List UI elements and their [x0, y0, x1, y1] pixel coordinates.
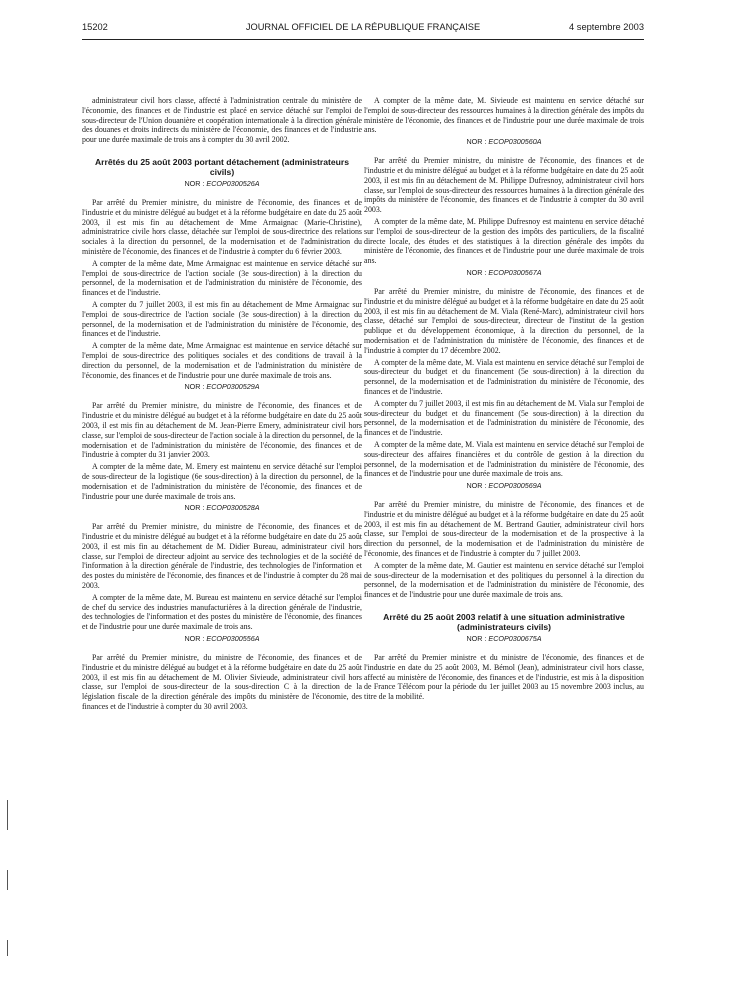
decree-paragraph: Par arrêté du Premier ministre, du ministre de l'économie, des finances et de l'industrie et du ministre délégué au budget et à la réforme budgétaire en date du 25 août 2003, il est mis fin au détachement de M. Didier Bureau, administrateur civil hors classe, sur l'emploi de directeur adjoint au service des technologies et de la société de l'information à la direction générale de l'industrie, des technologies de l'information et des postes du ministère de l'économie, des finances et de l'industrie à compter du 28 mai 2003.: [82, 522, 362, 591]
decree-paragraph: A compter de la même date, Mme Armaignac est maintenue en service détaché sur l'emploi de sous-directrice des politiques sociales et des conditions de travail à la direction du personnel, de la modernisation et de l'administration du ministère de l'économie, des finances et de l'industrie pour une durée maximale de trois ans.: [82, 341, 362, 380]
nor-code: ECOP0300528A: [206, 503, 260, 513]
nor-code: ECOP0300526A: [206, 178, 260, 188]
nor-reference: [364, 137, 644, 146]
decree-paragraph: Par arrêté du Premier ministre, du ministre de l'économie, des finances et de l'industrie et du ministre délégué au budget et à la réforme budgétaire en date du 25 août 2003, il est mis fin au détachement de M. Jean-Pierre Emery, administrateur civil hors classe, sur l'emploi de sous-directeur de l'action sociale à la direction du personnel, de la modernisation et de l'administration du ministère de l'économie, des finances et de l'industrie à compter du 31 janvier 2003.: [82, 401, 362, 460]
decree-paragraph: A compter du 7 juillet 2003, il est mis fin au détachement de M. Viala sur l'emploi de sous-directeur du budget et du financement (5e sous-direction) à la direction du personnel, de la modernisation et de l'administration du ministère de l'économie, des finances et de l'industrie.: [364, 398, 644, 438]
decree-paragraph: administrateur civil hors classe, affecté à l'administration centrale du ministère de l'économie, des finances et de l'industrie est placé en service détaché sur l'emploi de sous-directeur de l'Union douanière et coopération internationale à la direction générale des douanes et droits indirects du ministère de l'économie, des finances et de l'industrie pour une durée maximale de trois ans à compter du 30 avril 2002.: [82, 96, 362, 145]
nor-label: NOR :: [466, 634, 487, 644]
decree-paragraph: Par arrêté du Premier ministre, du ministre de l'économie, des finances et de l'industrie et du ministre délégué au budget et à la réforme budgétaire en date du 25 août 2003, il est mis fin au détachement de M. Bertrand Gautier, administrateur civil hors classe, sur l'emploi de sous-directeur de la modernisation et de la prospective à la direction du personnel, de la modernisation et de l'administration du ministère de l'économie, des finances et de l'industrie à compter du 7 juillet 2003.: [364, 500, 644, 559]
nor-code: ECOP0300675A: [488, 634, 542, 644]
margin-mark: [7, 870, 8, 890]
decree-paragraph: A compter de la même date, M. Philippe Dufresnoy est maintenu en service détaché sur l'emploi de sous-directeur de la gestion des impôts des particuliers, de la fiscalité directe locale, des études et des statistiques à la direction générale des impôts du ministère de l'économie, des finances et de l'industrie pour une durée maximale de trois ans.: [364, 216, 644, 266]
decree-title: Arrêté du 25 août 2003 relatif à une situation administrative (administrateurs civils): [383, 612, 625, 633]
nor-reference: [82, 503, 362, 512]
decree-title: Arrêtés du 25 août 2003 portant détachement (administrateurs civils): [94, 156, 350, 177]
nor-code: ECOP0300567A: [488, 267, 542, 277]
nor-label: NOR :: [184, 382, 205, 392]
decree-paragraph: Par arrêté du Premier ministre, du ministre de l'économie, des finances et de l'industrie et du ministre délégué au budget et à la réforme budgétaire en date du 25 août 2003, il est mis fin au détachement de M. Olivier Sivieude, administrateur civil hors classe, sur l'emploi de sous-directeur de la sous-direction C à la direction de la législation fiscale de la direction générale des impôts du ministère de l'économie, des finances et de l'industrie à compter du 30 avril 2003.: [82, 653, 362, 712]
header-rule: [82, 39, 644, 40]
nor-label: NOR :: [466, 481, 487, 491]
decree-paragraph: A compter du 7 juillet 2003, il est mis fin au détachement de Mme Armaignac sur l'emploi de sous-directrice de l'action sociale (3e sous-direction) à la direction du personnel, de la modernisation et de l'administration du ministère de l'économie, des finances et de l'industrie.: [82, 299, 362, 339]
decree-paragraph: Par arrêté du Premier ministre, du ministre de l'économie, des finances et de l'industrie et du ministre délégué au budget et à la réforme budgétaire en date du 25 août 2003, il est mis fin au détachement de Mme Armaignac (Marie-Christine), administratrice civile hors classe, détachée sur l'emploi de sous-directrice des relations sociales à la direction du personnel, de la modernisation et de l'administration du ministère de l'économie, des finances et de l'industrie à compter du 6 février 2003.: [82, 197, 362, 256]
decree-paragraph: A compter de la même date, M. Gautier est maintenu en service détaché sur l'emploi de sous-directeur de la modernisation et des politiques du personnel à la direction du personnel, de la modernisation et de l'administration du ministère de l'économie, des finances et de l'industrie pour une durée maximale de trois ans.: [364, 560, 644, 600]
decree-paragraph: A compter de la même date, M. Viala est maintenu en service détaché sur l'emploi de sous-directeur des affaires financières et du contrôle de gestion à la direction du personnel, de la modernisation et de l'administration du ministère de l'économie, des finances et de l'industrie pour une durée maximale de trois ans.: [364, 439, 644, 479]
nor-code: ECOP0300560A: [488, 137, 542, 147]
nor-reference: [364, 634, 644, 643]
nor-label: NOR :: [184, 503, 205, 513]
nor-label: NOR :: [466, 267, 487, 277]
publication-date: 4 septembre 2003: [569, 22, 644, 32]
page-number: 15202: [82, 22, 108, 32]
decree-paragraph: Par arrêté du Premier ministre, du ministre de l'économie, des finances et de l'industrie et du ministre délégué au budget et à la réforme budgétaire en date du 25 août 2003, il est mis fin au détachement de M. Viala (René-Marc), administrateur civil hors classe, détaché sur l'emploi de sous-directeur, directeur de l'institut de la gestion publique et du développement économique, à la direction du personnel, de la modernisation et de l'administration du ministère de l'économie, des finances et de l'industrie à compter du 17 décembre 2002.: [364, 286, 644, 355]
decree-paragraph: A compter de la même date, Mme Armaignac est maintenue en service détaché sur l'emploi de sous-directrice de l'action sociale (3e sous-direction) à la direction du personnel, de la modernisation et de l'administration du ministère de l'économie, des finances et de l'industrie.: [82, 258, 362, 298]
decree-paragraph: A compter de la même date, M. Bureau est maintenu en service détaché sur l'emploi de chef du service des industries manufacturières à la direction générale de l'industrie, des technologies de l'information et des postes du ministère de l'économie, des finances et de l'industrie pour une durée maximale de trois ans.: [82, 592, 362, 632]
margin-mark: [7, 800, 8, 830]
nor-reference: [364, 268, 644, 277]
nor-reference: [82, 634, 362, 643]
nor-reference: [364, 481, 644, 490]
nor-reference: [82, 179, 362, 188]
journal-title: JOURNAL OFFICIEL DE LA RÉPUBLIQUE FRANÇAISE: [245, 22, 481, 32]
nor-reference: [82, 382, 362, 391]
nor-code: ECOP0300569A: [488, 481, 542, 491]
decree-paragraph: Par arrêté du Premier ministre, du ministre de l'économie, des finances et de l'industrie et du ministre délégué au budget et à la réforme budgétaire en date du 25 août 2003, il est mis fin au détachement de M. Philippe Dufresnoy, administrateur civil hors classe, sur l'emploi de sous-directeur des ressources humaines à la direction générale des impôts du ministère de l'économie, des finances et de l'industrie à compter du 30 avril 2003.: [364, 156, 644, 215]
decree-paragraph: A compter de la même date, M. Emery est maintenu en service détaché sur l'emploi de sous-directeur de la logistique (6e sous-direction) à la direction du personnel, de la modernisation et de l'administration du ministère de l'économie, des finances et de l'industrie pour une durée maximale de trois ans.: [82, 462, 362, 501]
nor-code: ECOP0300529A: [206, 382, 260, 392]
decree-paragraph: A compter de la même date, M. Viala est maintenu en service détaché sur l'emploi de sous-directeur du budget et du financement (5e sous-direction) à la direction du personnel, de la modernisation et de l'administration du ministère de l'économie, des finances et de l'industrie.: [364, 357, 644, 396]
page-header: [82, 22, 644, 36]
margin-mark: [7, 940, 8, 956]
nor-label: NOR :: [184, 634, 205, 644]
nor-label: NOR :: [184, 178, 205, 188]
right-column: [364, 96, 644, 704]
nor-code: ECOP0300556A: [206, 634, 260, 644]
decree-paragraph: A compter de la même date, M. Sivieude est maintenu en service détaché sur l'emploi de sous-directeur des ressources humaines à la direction générale des impôts du ministère de l'économie, des finances et de l'industrie pour une durée maximale de trois ans.: [364, 96, 644, 135]
left-column: [82, 96, 362, 714]
decree-paragraph: Par arrêté du Premier ministre et du ministre de l'économie, des finances et de l'industrie en date du 25 août 2003, M. Bémol (Jean), administrateur civil hors classe, affecté au ministère de l'économie, des finances et de l'industrie, est mis à la disposition de France Télécom pour la période du 1er juillet 2003 au 15 novembre 2003 inclus, au titre de la mobilité.: [364, 653, 644, 702]
nor-label: NOR :: [466, 137, 487, 147]
